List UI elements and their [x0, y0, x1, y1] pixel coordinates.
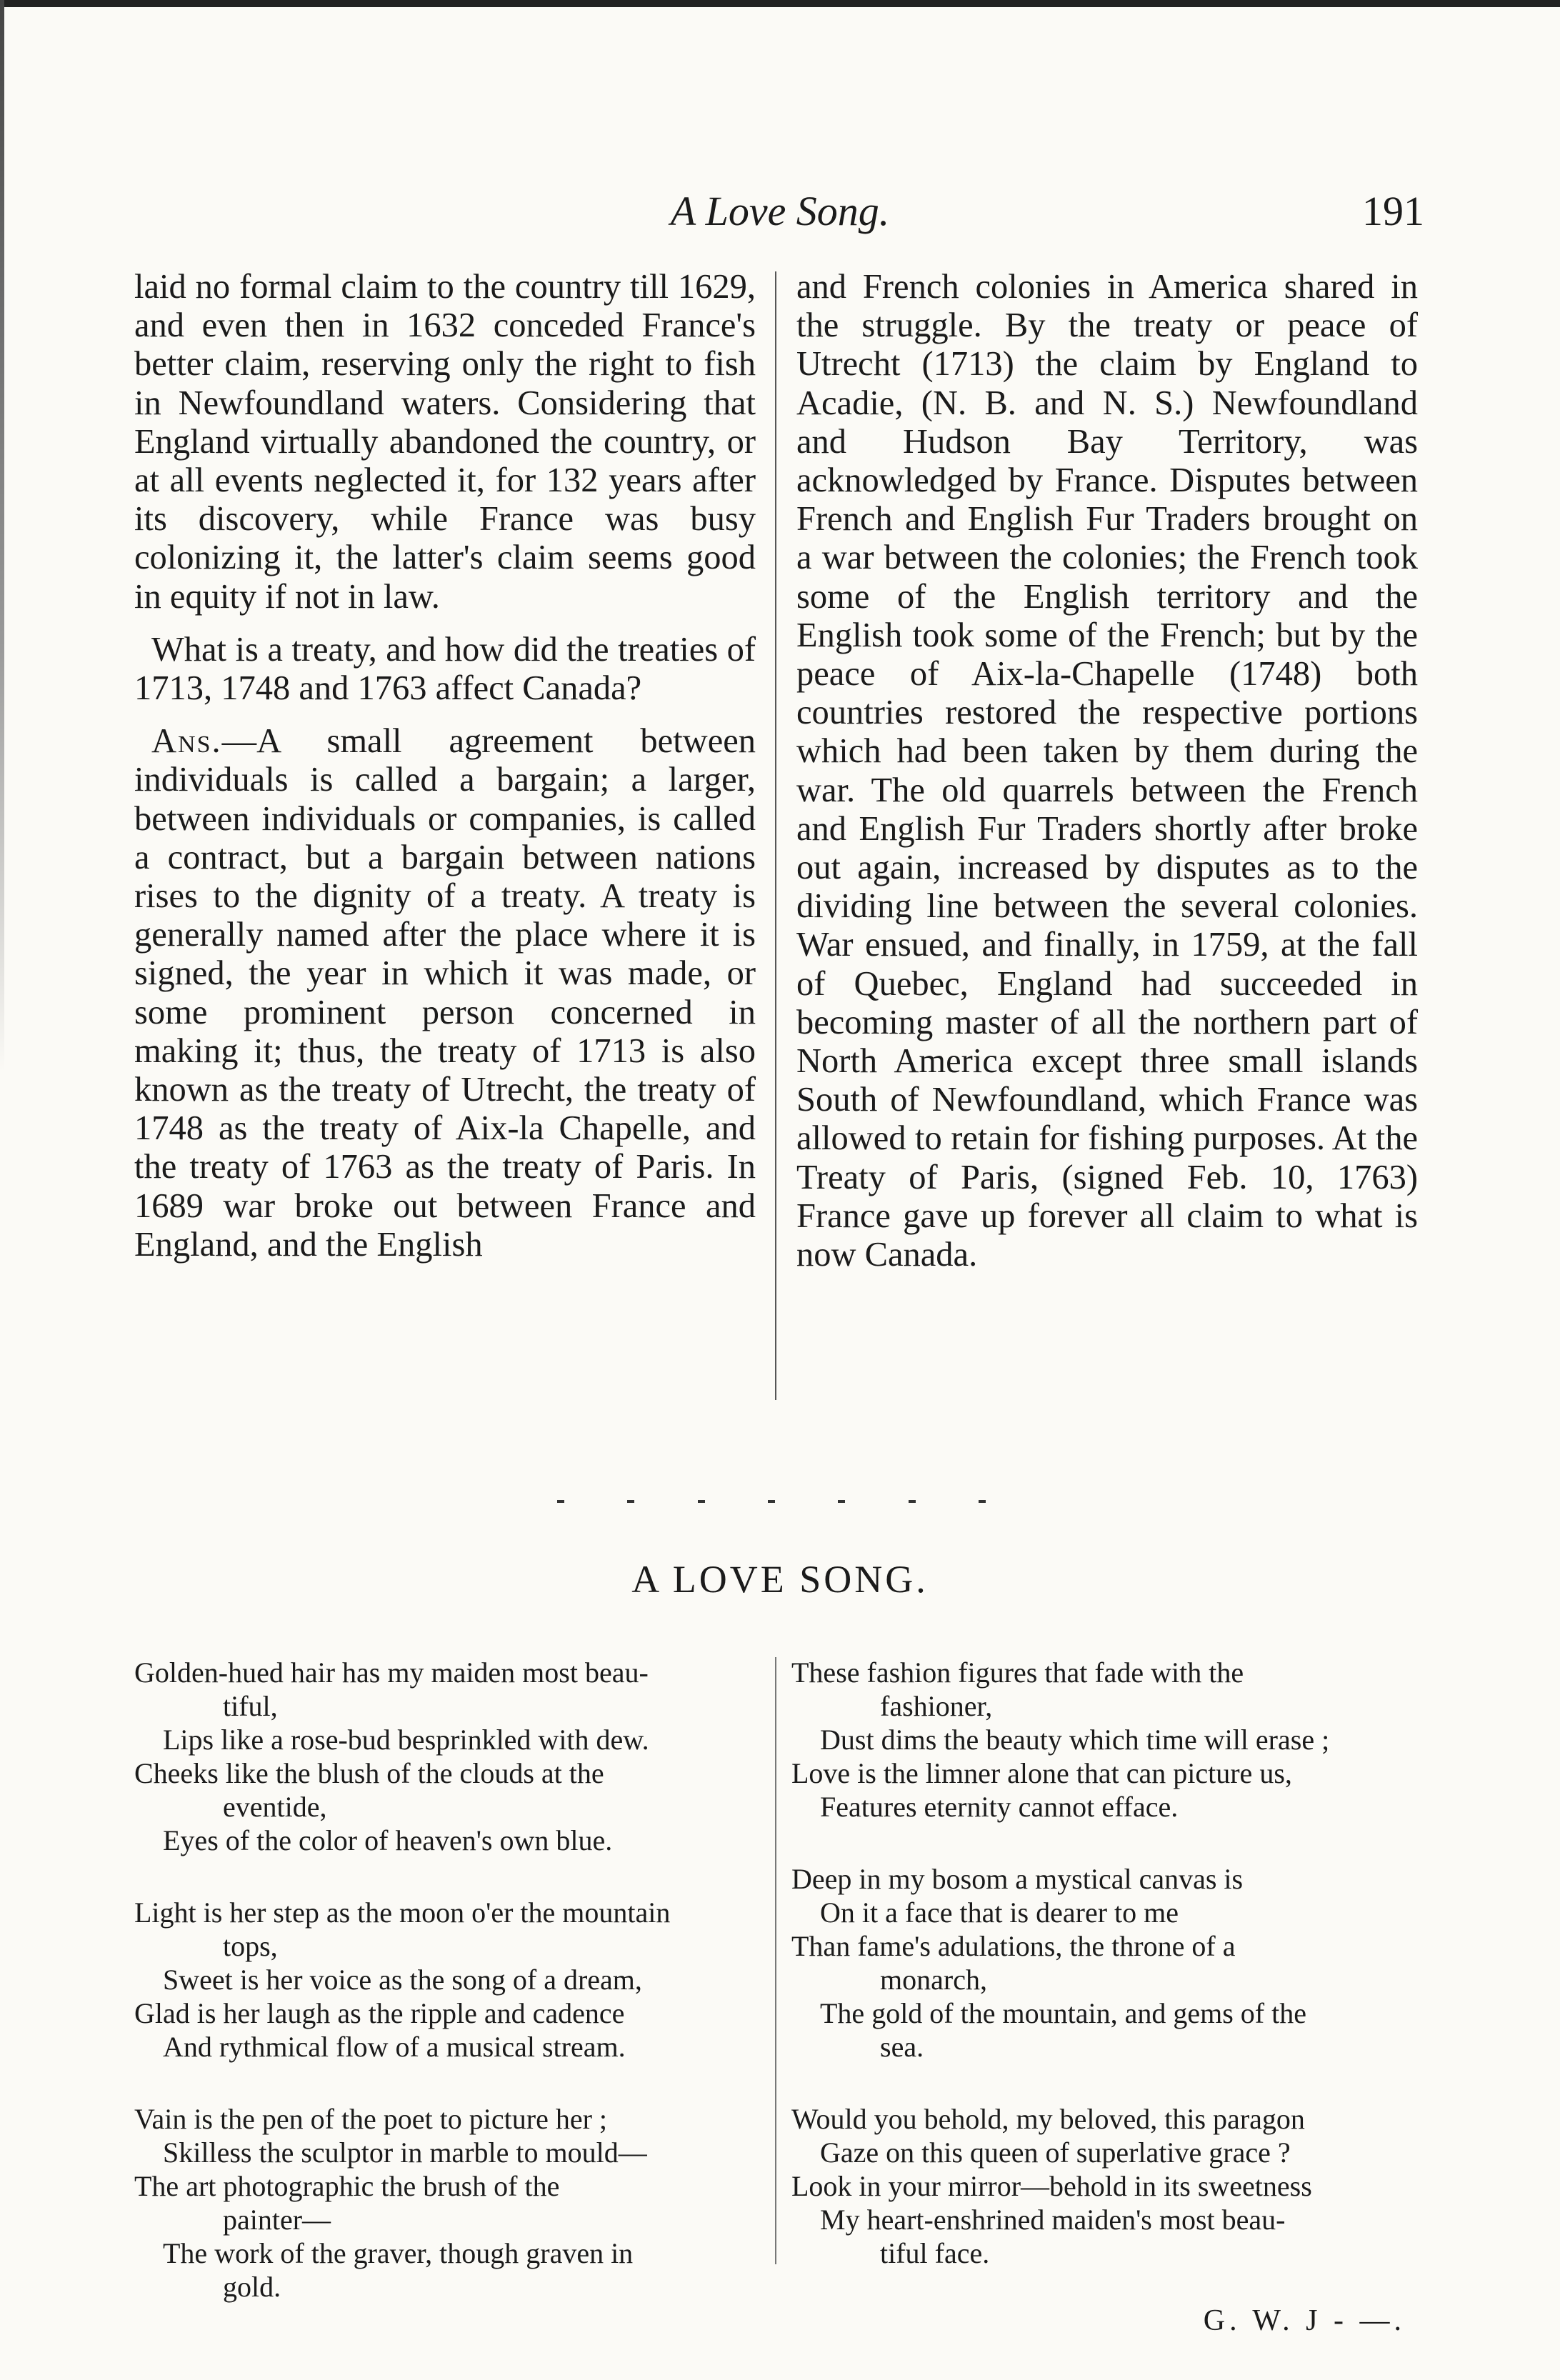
poem-line: Love is the limner alone that can picture us,	[791, 1757, 1292, 1789]
answer-treaty	[134, 722, 756, 1264]
poem-line: On it a face that is dearer to me	[820, 1896, 1179, 1929]
poem-line: sea.	[880, 2031, 924, 2063]
poem-stanza	[791, 1862, 1413, 2064]
poem-column-left	[134, 1656, 756, 2342]
page-number: 191	[1362, 188, 1424, 234]
prose-column-right	[796, 268, 1418, 1274]
section-separator	[557, 1500, 986, 1504]
poem-line: gold.	[223, 2271, 281, 2303]
poem-stanza	[134, 1656, 756, 1857]
poem-line: These fashion figures that fade with the	[791, 1656, 1244, 1689]
poem-line: Light is her step as the moon o'er the mountain	[134, 1896, 671, 1929]
poem-line: Golden-hued hair has my maiden most beau-	[134, 1656, 649, 1689]
poem-column-right	[791, 1656, 1413, 2338]
poem-line: The work of the graver, though graven in	[163, 2237, 634, 2269]
prose-column-left	[134, 268, 756, 1264]
paragraph-england-claim: laid no formal claim to the country till 1629, and even then in 1632 conceded France's better claim, reserving only the right to fish in Newfoundland waters. Considering that England virtually abandoned the country, or at all events neglected it, for 132 years after its discovery, while France was busy colonizing it, the latter's claim seems good in equity if not in law.	[134, 268, 756, 616]
poem-line: And rythmical flow of a musical stream.	[163, 2031, 626, 2063]
poem-line: Deep in my bosom a mystical canvas is	[791, 1863, 1244, 1895]
poem-stanza	[791, 2102, 1413, 2270]
poem-line: tiful face.	[880, 2237, 990, 2269]
poem-line: My heart-enshrined maiden's most beau-	[820, 2204, 1286, 2236]
poem-line: The gold of the mountain, and gems of the	[820, 1997, 1306, 2029]
answer-text: —A small agreement between individuals is called a bargain; a larger, between individuals or companies, is called a contract, but a bargain between nations rises to the dignity of a treaty. A treaty is generally named after the place where it is signed, the year in which it was made, or some prominent person concerned in making it; thus, the treaty of 1713 is also known as the treaty of Utrecht, the treaty of 1748 as the treaty of Aix-la Chapelle, and the treaty of 1763 as the treaty of Paris. In 1689 war broke out between France and England, and the English	[134, 722, 756, 1264]
poem-line: Would you behold, my beloved, this paragon	[791, 2103, 1305, 2135]
poem-stanza	[791, 1656, 1413, 1824]
poem-line: Vain is the pen of the poet to picture her ;	[134, 2103, 608, 2135]
column-divider-top	[775, 271, 776, 1400]
poem-line: Than fame's adulations, the throne of a	[791, 1930, 1236, 1962]
poem-line: fashioner,	[880, 1690, 993, 1722]
paragraph-colonies-struggle: and French colonies in America shared in the struggle. By the treaty or peace of Utrecht (1713) the claim by England to Acadie, (N. B. and N. S.) Newfoundland and Hudson Bay Territory, was acknowledged by France. Disputes between French and English Fur Traders brought on a war between the colonies; the French took some of the English territory and the English took some of the French; but by the peace of Aix-la-Chapelle (1748) both countries restored the respective portions which had been taken by them during the war. The old quarrels between the French and English Fur Traders shortly after broke out again, increased by disputes as to the dividing line between the several colonies. War ensued, and finally, in 1759, at the fall of Quebec, England had succeeded in becoming master of all the northern part of North America except three small islands South of Newfoundland, which France was allowed to retain for fishing purposes. At the Treaty of Paris, (signed Feb. 10, 1763) France gave up forever all claim to what is now Canada.	[796, 268, 1418, 1274]
question-treaty: What is a treaty, and how did the treaties of 1713, 1748 and 1763 affect Canada?	[134, 630, 756, 708]
poem-signature: G. W. J - —.	[1203, 2304, 1406, 2337]
poem-line: Dust dims the beauty which time will erase ;	[820, 1724, 1330, 1756]
answer-label: Ans.	[151, 722, 222, 761]
running-header-title: A Love Song.	[670, 188, 890, 234]
poem-line: tops,	[223, 1930, 278, 1962]
poem-line: eventide,	[223, 1791, 327, 1823]
poem-line: Look in your mirror—behold in its sweetness	[791, 2170, 1312, 2202]
poem-stanza	[134, 1896, 756, 2064]
poem-line: tiful,	[223, 1690, 278, 1722]
poem-line: Eyes of the color of heaven's own blue.	[163, 1824, 613, 1856]
poem-title: A LOVE SONG.	[631, 1558, 929, 1601]
poem-line: Glad is her laugh as the ripple and cadence	[134, 1997, 625, 2029]
poem-line: Features eternity cannot efface.	[820, 1791, 1179, 1823]
poem-line: painter—	[223, 2204, 331, 2236]
poem-line: Cheeks like the blush of the clouds at the	[134, 1757, 604, 1789]
column-divider-bottom	[775, 1657, 776, 2264]
poem-line: The art photographic the brush of the	[134, 2170, 560, 2202]
poem-stanza	[134, 2102, 756, 2304]
poem-line: Sweet is her voice as the song of a dream,	[163, 1964, 642, 1996]
page-left-shadow	[0, 0, 4, 1071]
page-top-border	[0, 0, 1560, 7]
poem-line: Gaze on this queen of superlative grace ?	[820, 2136, 1291, 2169]
poem-line: Lips like a rose-bud besprinkled with dew.	[163, 1724, 649, 1756]
poem-line: Skilless the sculptor in marble to mould—	[163, 2136, 647, 2169]
poem-line: monarch,	[880, 1964, 987, 1996]
